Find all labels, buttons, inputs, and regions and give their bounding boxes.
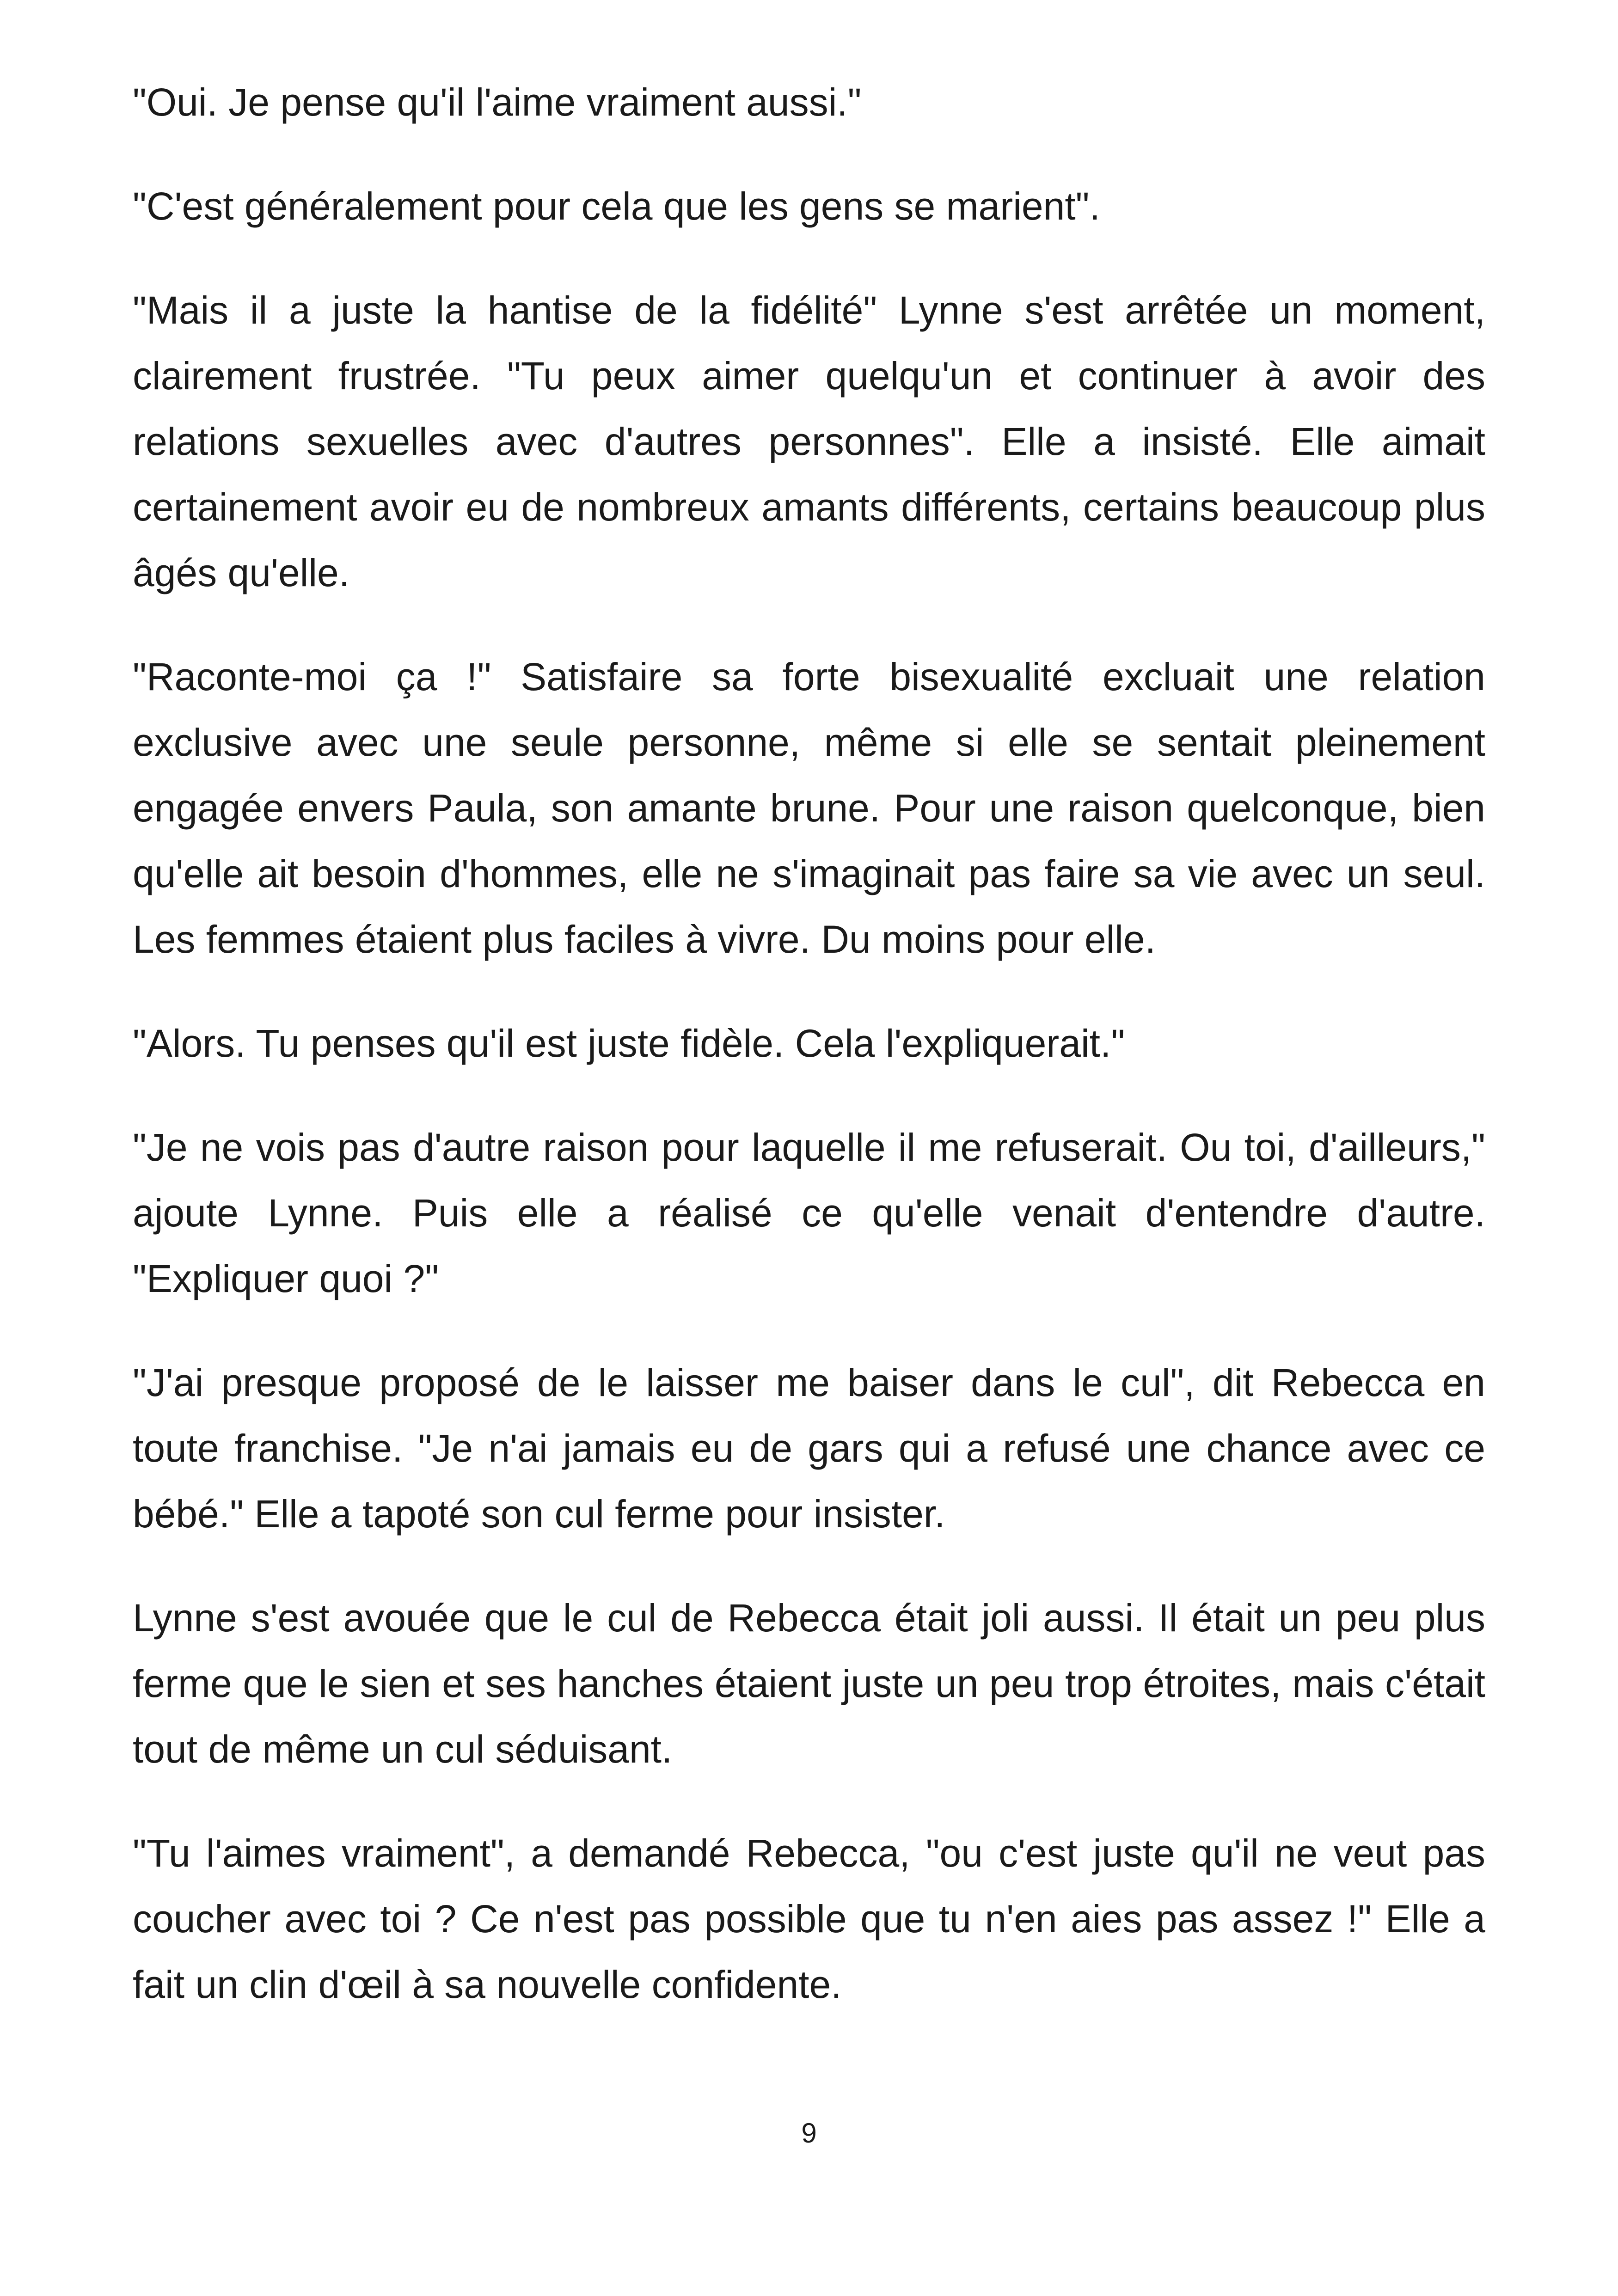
paragraph: Lynne s'est avouée que le cul de Rebecca était joli aussi. Il était un peu plus ferme que le sien et ses hanches étaient juste un peu trop étroites, mais c'était tout de même un cul séduisant. [133, 1596, 1485, 1771]
paragraph: "J'ai presque proposé de le laisser me baiser dans le cul", dit Rebecca en toute franchise. "Je n'ai jamais eu de gars qui a refusé une chance avec ce bébé." Elle a tapoté son cul ferme pour insister. [133, 1361, 1485, 1536]
paragraph: "Je ne vois pas d'autre raison pour laquelle il me refuserait. Ou toi, d'ailleurs," ajoute Lynne. Puis elle a réalisé ce qu'elle venait d'entendre d'autre. "Expliquer quoi ?" [133, 1126, 1485, 1300]
paragraph: "C'est généralement pour cela que les gens se marient". [133, 184, 1100, 228]
paragraph: "Tu l'aimes vraiment", a demandé Rebecca, "ou c'est juste qu'il ne veut pas coucher avec toi ? Ce n'est pas possible que tu n'en aies pas assez !" Elle a fait un clin d'œil à sa nouvelle confidente. [133, 1831, 1485, 2006]
paragraph: "Oui. Je pense qu'il l'aime vraiment aussi." [133, 80, 862, 124]
paragraph: "Mais il a juste la hantise de la fidélité" Lynne s'est arrêtée un moment, clairement frustrée. "Tu peux aimer quelqu'un et continuer à avoir des relations sexuelles avec d'autres personnes". Elle a insisté. Elle aimait certainement avoir eu de nombreux amants différents, certains beaucoup plus âgés qu'elle. [133, 288, 1485, 594]
paragraph: "Raconte-moi ça !" Satisfaire sa forte bisexualité excluait une relation exclusive avec une seule personne, même si elle se sentait pleinement engagée envers Paula, son amante brune. Pour une raison quelconque, bien qu'elle ait besoin d'hommes, elle ne s'imaginait pas faire sa vie avec un seul. Les femmes étaient plus faciles à vivre. Du moins pour elle. [133, 655, 1485, 961]
body-text [133, 69, 1485, 2056]
paragraph: "Alors. Tu penses qu'il est juste fidèle. Cela l'expliquerait." [133, 1022, 1125, 1065]
page-number: 9 [801, 2118, 817, 2149]
